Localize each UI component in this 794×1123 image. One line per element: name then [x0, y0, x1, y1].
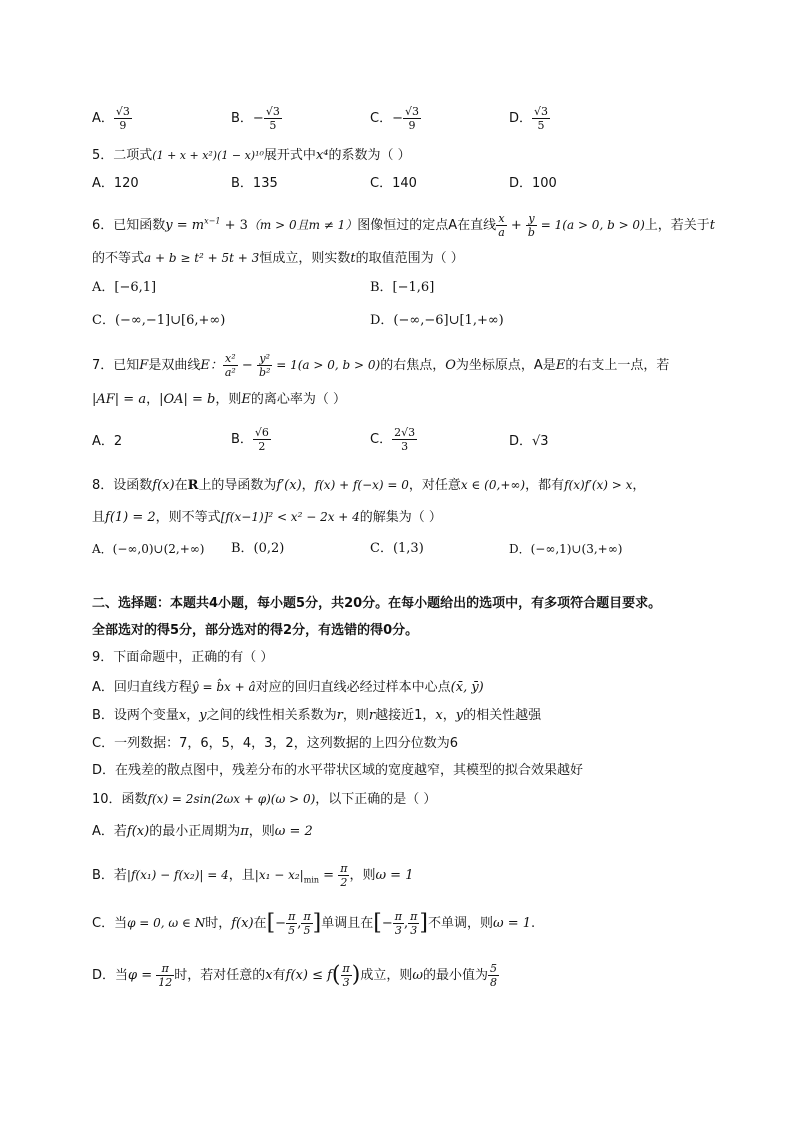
q4-c-fraction: $\frac{√3}{9}$ [404, 105, 419, 132]
q10-d-frac-pi-3: $\frac{\pi}{3}$ [342, 962, 350, 989]
q7-option-d: D．√3 [509, 434, 549, 449]
q5-option-b: B．135 [231, 176, 278, 191]
section2-heading-line1: 二、选择题：本题共4小题，每小题5分，共20分。在每小题给出的选项中，有多项符合题目要求。 [92, 596, 662, 611]
q6-option-d: D．(−∞,−6]∪[1,+∞) [370, 313, 504, 328]
q7-c-fraction: $\frac{2√3}{3}$ [394, 426, 416, 453]
q4-option-c: C．− $\frac{√3}{9}$ [370, 105, 419, 132]
q8-stem-line1: 8．设函数f(x)在R上的导函数为f′(x)，f(x) + f(−x) = 0，对任意x ∈ (0,+∞)，都有f(x)f′(x) > x， [92, 478, 646, 493]
q10-d-frac-pi-12: $\frac{\pi}{12}$ [158, 962, 173, 989]
q5-stem: 5．二项式(1 + x + x²)(1 − x)¹⁰展开式中x⁴的系数为（ ） [92, 148, 411, 163]
q10-c-frac1: $\frac{\pi}{5}$ [288, 910, 296, 937]
q6-stem-line2: 的不等式a + b ≥ t² + 5t + 3恒成立，则实数t的取值范围为（ ） [92, 251, 464, 266]
q6-option-b: B．[−1,6] [370, 280, 435, 295]
q9-option-c: C．一列数据：7，6，5，4，3，2，这列数据的上四分位数为6 [92, 736, 458, 751]
q4-option-d: D． $\frac{√3}{5}$ [509, 105, 549, 132]
q4-option-b: B．− $\frac{√3}{5}$ [231, 105, 280, 132]
q10-option-c: C．当φ = 0, ω ∈ N时，f(x)在[− $\frac{\pi}{5}$ , $\frac{\pi}{5}$ ]单调且在[− $\frac{\pi}{3}$ , $\frac{\pi}{3}$ ]不单调，则ω = 1. [92, 910, 536, 937]
q6-option-a: A．[−6,1] [92, 280, 157, 295]
q6-frac-y-b: $\frac{y}{b}$ [527, 212, 535, 239]
q7-stem-line2: |AF| = a，|OA| = b，则E的离心率为（ ） [92, 392, 347, 407]
q8-option-b: B．(0,2) [231, 541, 285, 556]
q7-option-b: B． $\frac{√6}{2}$ [231, 426, 269, 453]
q9-option-b: B．设两个变量x，y之间的线性相关系数为r，则r越接近1，x，y的相关性越强 [92, 708, 542, 723]
q10-c-frac2: $\frac{\pi}{5}$ [303, 910, 311, 937]
q5-option-d: D．100 [509, 176, 557, 191]
q10-option-b: B．若|f(x₁) − f(x₂)| = 4，且$|x_1 - x_2|_{min}$ = $\frac{\pi}{2}$ ，则ω = 1 [92, 862, 414, 889]
q5-option-a: A．120 [92, 176, 139, 191]
q10-d-answer-frac: $\frac{5}{8}$ [489, 962, 497, 989]
q7-option-c: C． $\frac{2√3}{3}$ [370, 426, 416, 453]
q7-option-a: A．2 [92, 434, 123, 449]
q10-c-frac4: $\frac{\pi}{3}$ [410, 910, 418, 937]
q8-option-c: C．(1,3) [370, 541, 424, 556]
q4-a-fraction: $\frac{√3}{9}$ [115, 105, 130, 132]
q7-frac-y2-b2: $\frac{\text{y²}}{\text{b²}}$ [258, 352, 271, 379]
q4-b-fraction: $\frac{√3}{5}$ [265, 105, 280, 132]
q10-c-frac3: $\frac{\pi}{3}$ [394, 910, 403, 937]
q10-b-frac-pi-2: $\frac{\pi}{2}$ [340, 862, 348, 889]
q7-frac-x2-a2: $\frac{\text{x²}}{\text{a²}}$ [224, 352, 236, 379]
q8-stem-line2: 且f(1) = 2，则不等式[f(x−1)]² < x² − 2x + 4的解集为（ ） [92, 510, 442, 525]
q4-d-fraction: $\frac{√3}{5}$ [534, 105, 549, 132]
q6-option-c: C．(−∞,−1]∪[6,+∞) [92, 313, 226, 328]
q10-option-d: D．当φ = $\frac{\pi}{12}$ 时，若对任意的x有f(x) ≤ f( $\frac{\pi}{3}$ )成立，则ω的最小值为 $\frac{5}{8}$ [92, 962, 497, 989]
q10-stem: 10．函数f(x) = 2sin(2ωx + φ)(ω > 0)，以下正确的是（ ） [92, 792, 437, 807]
q7-b-fraction: $\frac{√6}{2}$ [254, 426, 269, 453]
q9-option-a: A．回归直线方程ŷ = b̂x + â对应的回归直线必经过样本中心点(x̄, ȳ) [92, 680, 484, 695]
q9-option-d: D．在残差的散点图中，残差分布的水平带状区域的宽度越窄，其模型的拟合效果越好 [92, 763, 584, 778]
q6-stem-line1: 6．已知函数$y = m^{x-1} + 3(m > 0$且m ≠ 1）图像恒过的定点A在直线 $\frac{x}{a}$ + $\frac{y}{b}$ = 1(a > 0, b > 0)上，若关于t [92, 212, 716, 239]
section2-heading-line2: 全部选对的得5分，部分选对的得2分，有选错的得0分。 [92, 623, 419, 638]
q10-option-a: A．若f(x)的最小正周期为π，则ω = 2 [92, 824, 313, 839]
q8-option-d: D．(−∞,1)∪(3,+∞) [509, 542, 623, 556]
q5-option-c: C．140 [370, 176, 417, 191]
q7-stem-line1: 7．已知F是双曲线E： $\frac{\text{x²}}{\text{a²}}$ − $\frac{\text{y²}}{\text{b²}}$ = 1(a > 0, b > 0)的右焦点，O为坐标原点，A是E的右支上一点，若 [92, 352, 670, 379]
q4-option-a: A． $\frac{√3}{9}$ [92, 105, 130, 132]
q8-option-a: A．(−∞,0)∪(2,+∞) [92, 542, 205, 556]
q9-stem: 9．下面命题中，正确的有（ ） [92, 650, 274, 665]
q6-frac-x-a: $\frac{x}{a}$ [498, 212, 505, 239]
